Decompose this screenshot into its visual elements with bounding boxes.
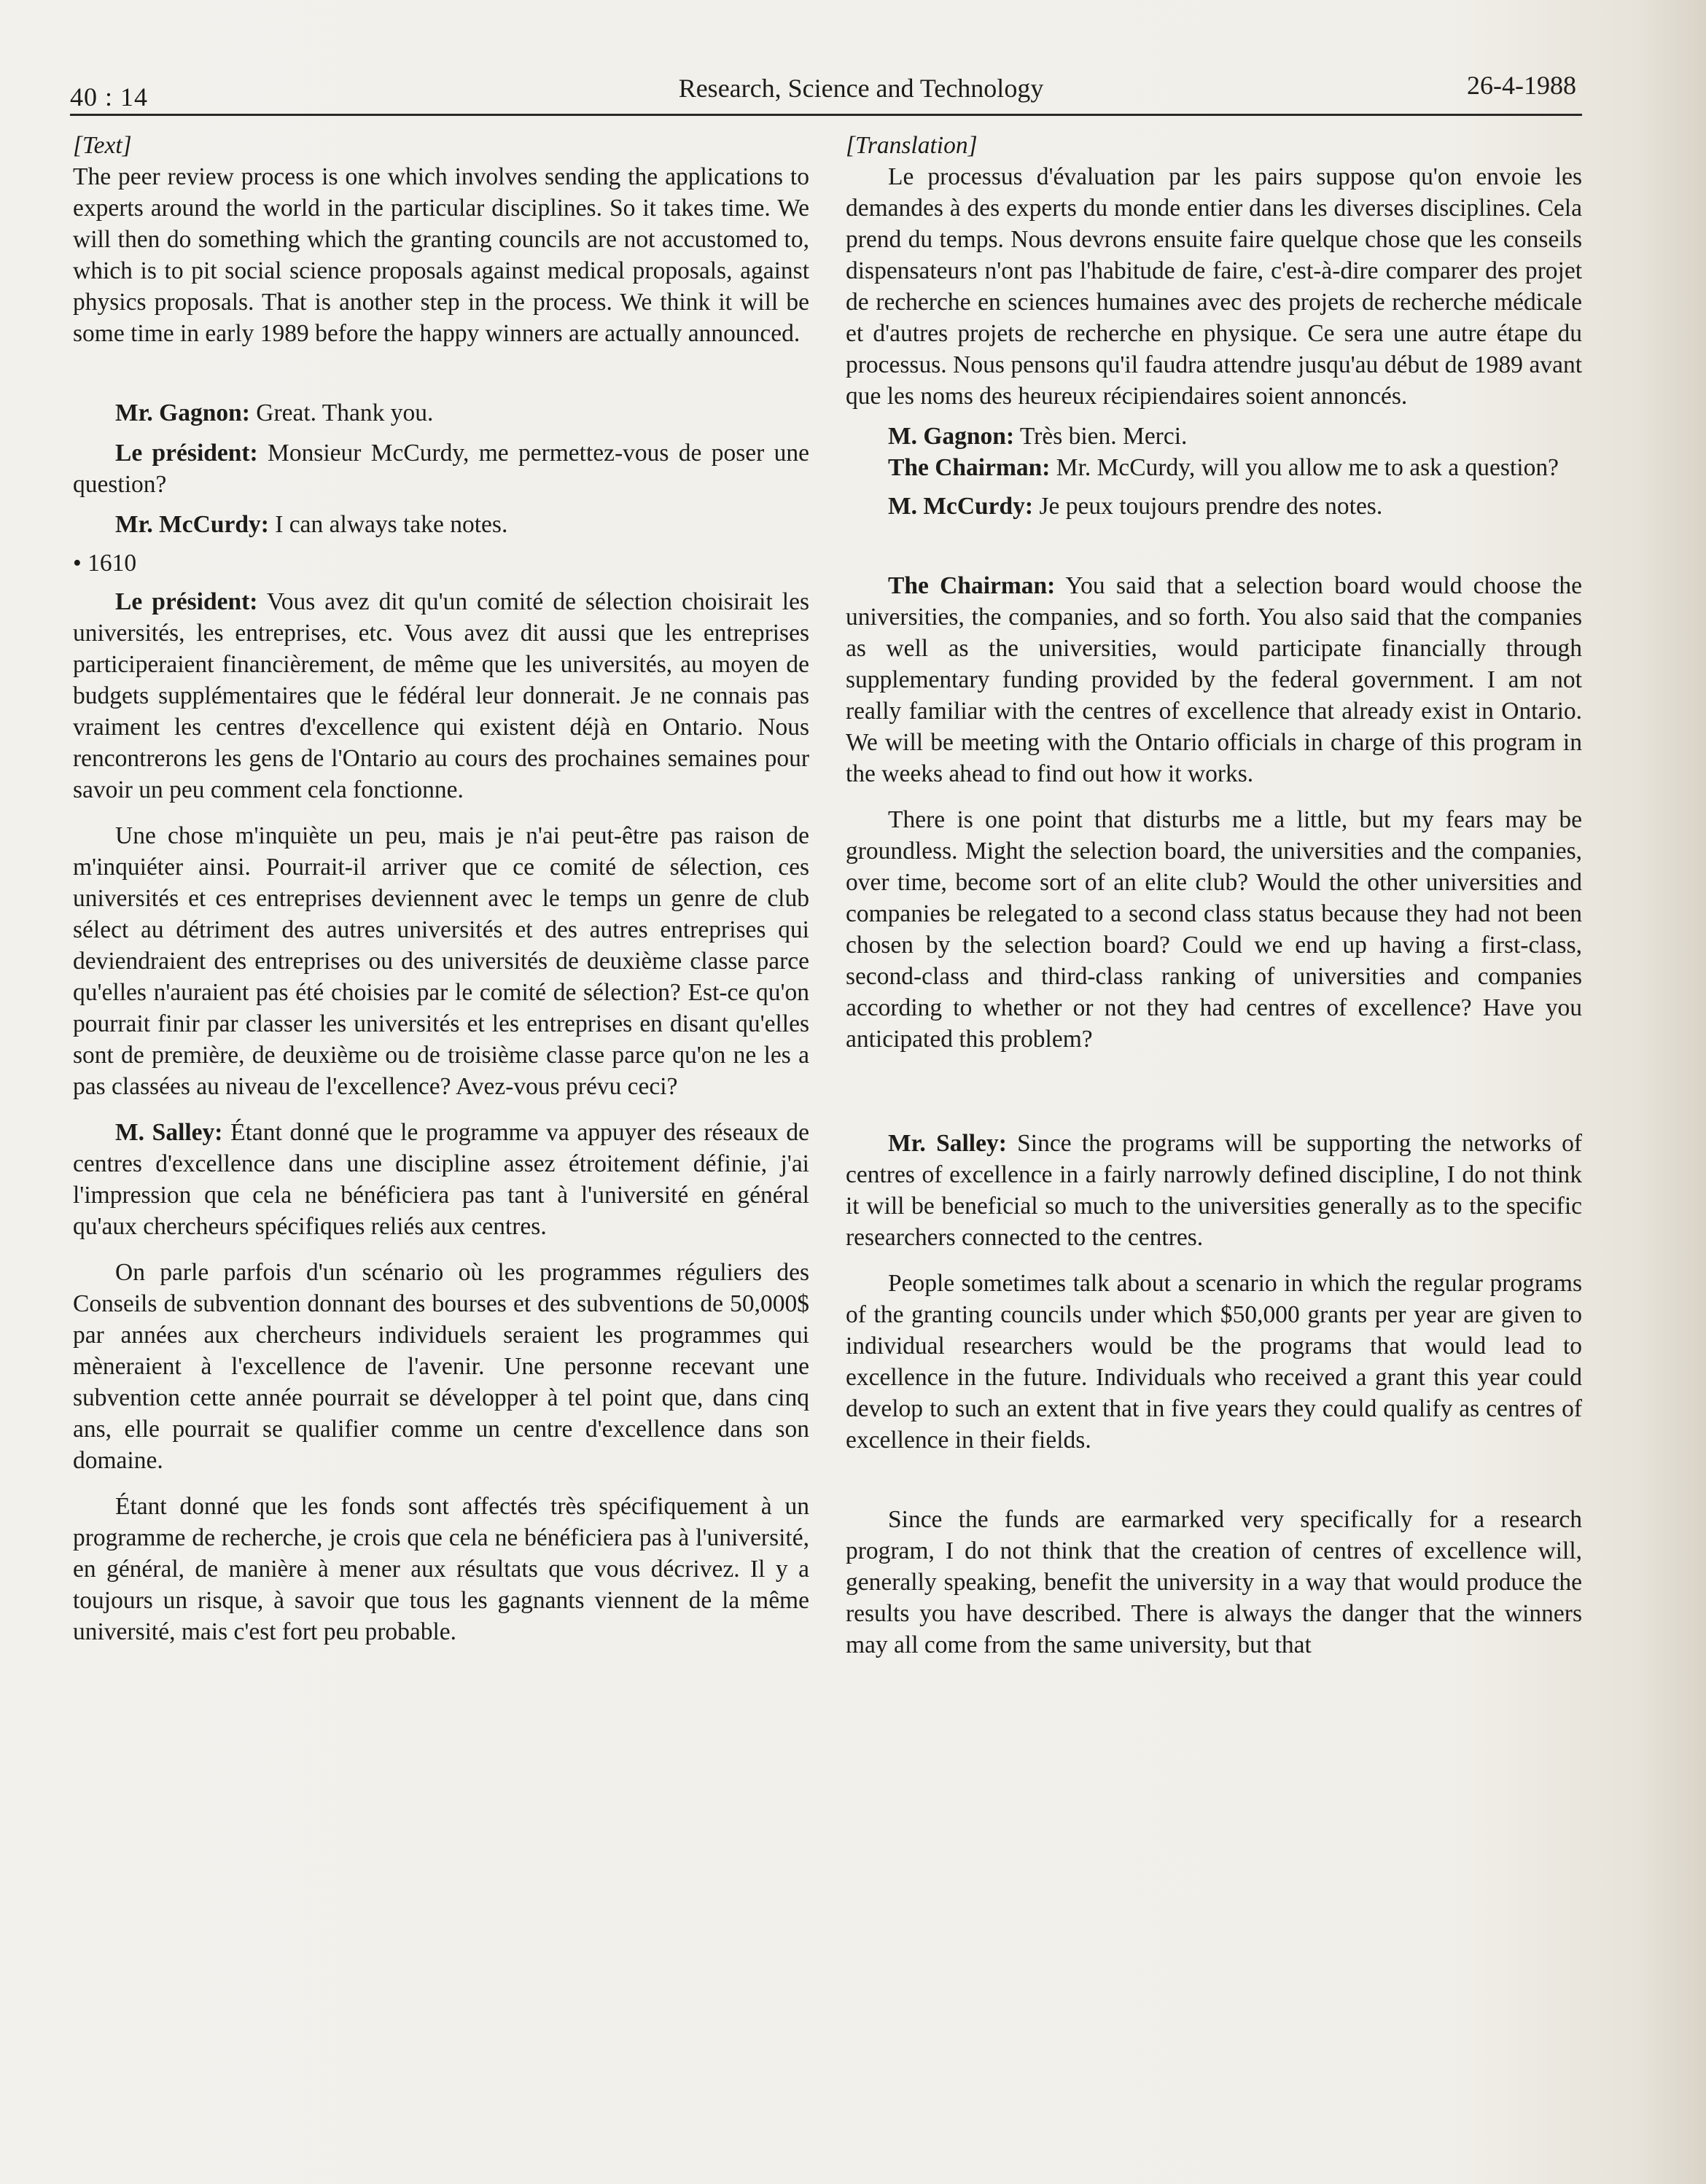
speech-chairman	[846, 570, 1582, 789]
paragraph: There is one point that disturbs me a little, but my fears may be groundless. Might the selection board, the universities and the companies, over time, become sort of an elite club? Would the other universities and companies be relegated to a second class status because they had not been chosen by the selection board? Could we end up having a first-class, second-class and third-class ranking of universities and companies according to whether or not they had centres of excellence? Have you anticipated this problem?	[846, 806, 1582, 1053]
speech-text: Mr. McCurdy, will you allow me to ask a question?	[1050, 454, 1559, 481]
speaker-name: The Chairman:	[888, 572, 1056, 599]
speech-text: Je peux toujours prendre des notes.	[1033, 493, 1383, 520]
right-column	[846, 130, 1582, 1661]
speech-text: Étant donné que le programme va appuyer des réseaux de centres d'excellence dans une discipline assez étroitement définie, j'ai l'impression que cela ne bénéficiera pas tant à l'université en général qu'aux chercheurs spécifiques reliés aux centres.	[73, 1119, 809, 1240]
page-number: 40 : 14	[70, 82, 149, 112]
paragraph: Since the funds are earmarked very specifically for a research program, I do not think that the creation of centres of excellence will, generally speaking, benefit the university in a way that would produce the results you have described. There is always the danger that the winners may all come from the same university, but that	[846, 1506, 1582, 1658]
speech-president	[73, 586, 809, 806]
speech-mccurdy	[846, 491, 1582, 522]
speech-gagnon	[73, 397, 809, 429]
speaker-name: M. McCurdy:	[888, 493, 1034, 520]
speech-text: I can always take notes.	[268, 511, 508, 538]
paragraph: The peer review process is one which involves sending the applications to experts around the world in the particular disciplines. So it takes time. We will then do something which the granting councils are not accustomed to, which is to pit social science proposals against medical proposals, against physics proposals. That is another step in the process. We think it will be some time in early 1989 before the happy winners are actually announced.	[73, 163, 809, 347]
speech-salley	[846, 1128, 1582, 1253]
paragraph: Le processus d'évaluation par les pairs suppose qu'on envoie les demandes à des experts du monde entier dans les diverses disciplines. Cela prend du temps. Nous devrons ensuite faire quelque chose que les conseils dispensateurs n'ont pas l'habitude de faire, c'est-à-dire comparer des projet de recherche en sciences humaines avec des projets de recherche médicale et d'autres projets de recherche en physique. Ce sera une autre étape du processus. Nous pensons qu'il faudra attendre jusqu'au début de 1989 avant que les noms des heureux récipiendaires soient annoncés.	[846, 163, 1582, 410]
speech-text: Très bien. Merci.	[1014, 423, 1188, 450]
speech-text: Vous avez dit qu'un comité de sélection choisirait les universités, les entreprises, etc. Vous avez dit aussi que les entreprises participeraient financièrement, de même que les universités, au moyen de budgets supplémentaires que le fédéral leur donnerait. Je ne connais pas vraiment les centres d'excellence qui existent déjà en Ontario. Nous rencontrerons les gens de l'Ontario au cours des prochaines semaines pour savoir un peu comment cela fonctionne.	[73, 588, 809, 803]
paragraph: People sometimes talk about a scenario in which the regular programs of the granting councils under which $50,000 grants per year are given to individual researchers would be the programs that would lead to excellence in the future. Individuals who received a grant this year could develop to such an extent that in five years they could qualify as centres of excellence in their fields.	[846, 1270, 1582, 1454]
speaker-name: Mr. McCurdy:	[115, 511, 269, 538]
speech-text: Great. Thank you.	[249, 399, 434, 426]
paragraph: Étant donné que les fonds sont affectés très spécifiquement à un programme de recherche, je crois que cela ne bénéficiera pas à l'université, en général, de manière à mener aux résultats que vous décrivez. Il y a toujours un risque, à savoir que tous les gagnants viennent de la même université, mais c'est fort peu probable.	[73, 1493, 809, 1645]
speaker-name: M. Gagnon:	[888, 423, 1015, 450]
text-tag: [Text]	[73, 132, 132, 159]
speaker-name: Mr. Salley:	[888, 1130, 1007, 1157]
speaker-name: Le président:	[115, 588, 258, 615]
paragraph: On parle parfois d'un scénario où les programmes réguliers des Conseils de subvention donnant des bourses et des subventions de 50,000$ par années aux chercheurs individuels seraient les programmes qui mèneraient à l'excellence de l'avenir. Une personne recevant une subvention cette année pourrait se développer à tel point que, dans cinq ans, elle pourrait se qualifier comme un centre d'excellence dans son domaine.	[73, 1259, 809, 1474]
speech-text: Monsieur McCurdy, me permettez-vous de poser une question?	[73, 440, 809, 498]
left-column	[73, 130, 809, 1647]
page-header	[70, 70, 1582, 116]
speech-text: Since the programs will be supporting the networks of centres of excellence in a fairly narrowly defined discipline, I do not think it will be beneficial so much to the universities generally as to the specific researchers connected to the centres.	[846, 1130, 1583, 1251]
speech-gagnon	[846, 421, 1582, 452]
speech-chairman	[846, 452, 1582, 483]
speaker-name: Le président:	[115, 440, 258, 467]
speaker-name: The Chairman:	[888, 454, 1051, 481]
speaker-name: M. Salley:	[115, 1119, 223, 1146]
page-date: 26-4-1988	[1467, 71, 1576, 100]
speaker-name: Mr. Gagnon:	[115, 399, 250, 426]
translation-tag: [Translation]	[846, 132, 978, 159]
publication-title: Research, Science and Technology	[678, 74, 1044, 103]
speech-salley	[73, 1117, 809, 1242]
paragraph: Une chose m'inquiète un peu, mais je n'ai peut-être pas raison de m'inquiéter ainsi. Pourrait-il arriver que ce comité de sélection, ces universités et ces entreprises deviennent avec le temps un genre de club sélect au détriment des autres universités et des autres entreprises qui deviendraient des entreprises ou des universités de deuxième classe parce qu'elles n'auraient pas été choisies par le comité de sélection? Est-ce qu'on pourrait finir par classer les universités et les entreprises en disant qu'elles sont de première, de deuxième ou de troisième classe parce qu'on ne les a pas classées au niveau de l'excellence? Avez-vous prévu ceci?	[73, 822, 809, 1100]
speech-mccurdy	[73, 509, 809, 540]
time-stamp: • 1610	[73, 550, 137, 577]
speech-text: You said that a selection board would choose the universities, the companies, and so forth. You also said that the companies as well as the universities, would participate financially through supplementary funding provided by the federal government. I am not really familiar with the centres of excellence that already exist in Ontario. We will be meeting with the Ontario officials in charge of this program in the weeks ahead to find out how it works.	[846, 572, 1582, 787]
speech-president	[73, 437, 809, 500]
